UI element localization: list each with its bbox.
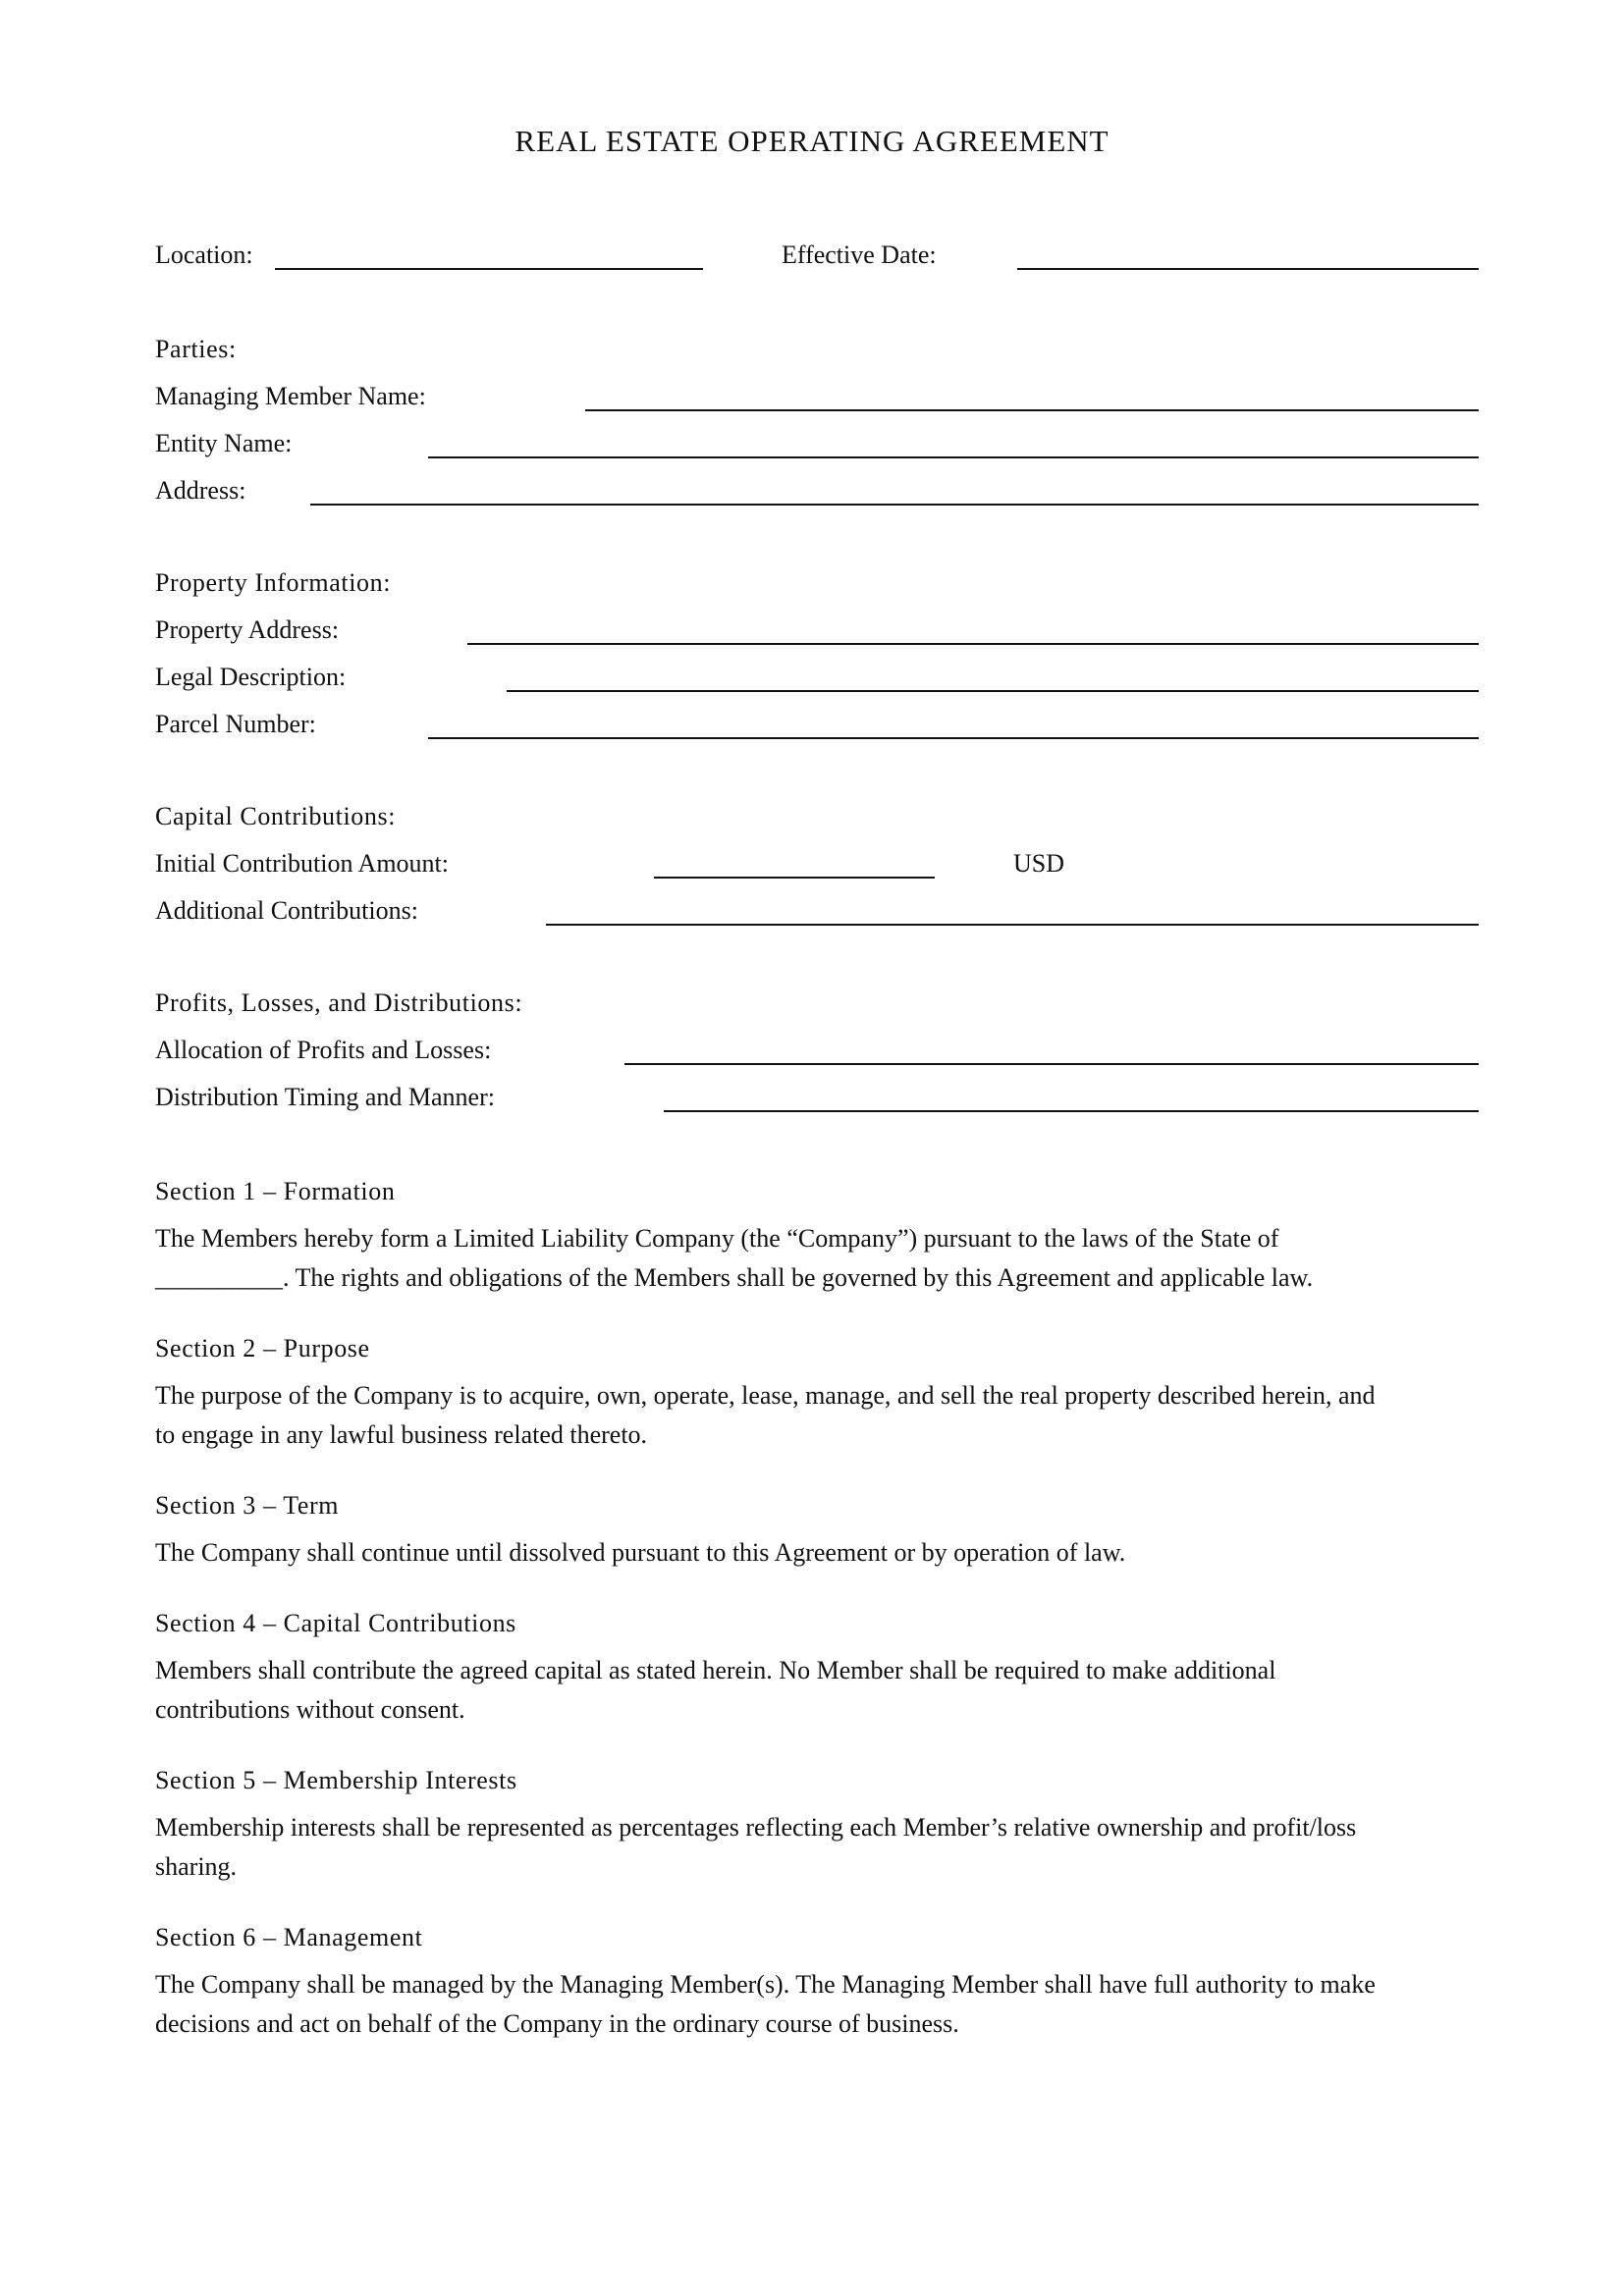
additional-contributions-row <box>155 891 1479 931</box>
legal-description-field[interactable] <box>507 690 1479 692</box>
distribution-timing-row <box>155 1078 1479 1117</box>
section-6-line-1: The Company shall be managed by the Managing Member(s). The Managing Member shall have full authority to make <box>155 1970 1376 1999</box>
property-heading: Property Information: <box>155 568 392 597</box>
address-label: Address: <box>155 476 246 505</box>
profits-heading: Profits, Losses, and Distributions: <box>155 988 523 1017</box>
section-3-heading: Section 3 – Term <box>155 1491 340 1520</box>
section-5-body <box>155 1808 1490 1887</box>
section-1-heading: Section 1 – Formation <box>155 1177 396 1205</box>
section-2-line-2: to engage in any lawful business related thereto. <box>155 1420 648 1449</box>
managing-member-row <box>155 377 1479 416</box>
section-4-body <box>155 1651 1490 1730</box>
entity-name-field[interactable] <box>428 456 1479 458</box>
allocation-row <box>155 1031 1479 1070</box>
parcel-number-label: Parcel Number: <box>155 710 316 738</box>
managing-member-field[interactable] <box>585 409 1479 411</box>
distribution-timing-field[interactable] <box>664 1110 1479 1112</box>
section-5-heading: Section 5 – Membership Interests <box>155 1766 517 1794</box>
effective-date-label: Effective Date: <box>782 240 937 269</box>
effective-date-field[interactable] <box>1017 268 1479 270</box>
managing-member-label: Managing Member Name: <box>155 382 426 410</box>
entity-name-row <box>155 424 1479 463</box>
location-label: Location: <box>155 240 253 269</box>
section-2-body <box>155 1376 1490 1455</box>
section-4-line-2: contributions without consent. <box>155 1695 465 1724</box>
currency-label: USD <box>1013 849 1065 878</box>
additional-contributions-field[interactable] <box>546 924 1479 926</box>
parcel-number-row <box>155 705 1479 744</box>
entity-name-label: Entity Name: <box>155 429 293 457</box>
initial-contribution-label: Initial Contribution Amount: <box>155 849 449 878</box>
address-row <box>155 471 1479 510</box>
parties-heading: Parties: <box>155 335 237 363</box>
address-field[interactable] <box>310 504 1479 506</box>
legal-description-row <box>155 658 1479 697</box>
section-1-line-1: The Members hereby form a Limited Liability Company (the “Company”) pursuant to the laws of the State of <box>155 1224 1279 1253</box>
legal-description-label: Legal Description: <box>155 663 347 691</box>
initial-contribution-row <box>155 844 1479 883</box>
section-6-heading: Section 6 – Management <box>155 1923 423 1951</box>
section-1-line-2: __________. The rights and obligations of the Members shall be governed by this Agreement and applicable law. <box>155 1263 1314 1292</box>
allocation-label: Allocation of Profits and Losses: <box>155 1036 492 1064</box>
section-4-line-1: Members shall contribute the agreed capital as stated herein. No Member shall be required to make additional <box>155 1656 1276 1684</box>
section-6-body <box>155 1965 1490 2044</box>
header-fields-row <box>155 236 1479 275</box>
section-3-body <box>155 1533 1490 1573</box>
distribution-timing-label: Distribution Timing and Manner: <box>155 1083 495 1111</box>
section-6-line-2: decisions and act on behalf of the Company in the ordinary course of business. <box>155 2009 959 2038</box>
section-1-body <box>155 1219 1490 1298</box>
location-field[interactable] <box>275 268 703 270</box>
section-2-heading: Section 2 – Purpose <box>155 1334 370 1362</box>
section-5-line-2: sharing. <box>155 1852 238 1881</box>
capital-heading: Capital Contributions: <box>155 802 397 830</box>
property-address-row <box>155 611 1479 650</box>
initial-contribution-field[interactable] <box>654 877 935 879</box>
property-address-field[interactable] <box>467 643 1479 645</box>
section-2-line-1: The purpose of the Company is to acquire, own, operate, lease, manage, and sell the real property described herein, and <box>155 1381 1376 1410</box>
additional-contributions-label: Additional Contributions: <box>155 896 418 925</box>
parcel-number-field[interactable] <box>428 737 1479 739</box>
property-address-label: Property Address: <box>155 615 340 644</box>
section-4-heading: Section 4 – Capital Contributions <box>155 1609 516 1637</box>
document-title: REAL ESTATE OPERATING AGREEMENT <box>514 124 1110 158</box>
allocation-field[interactable] <box>624 1063 1479 1065</box>
section-3-line-1: The Company shall continue until dissolved pursuant to this Agreement or by operation of law. <box>155 1538 1126 1567</box>
section-5-line-1: Membership interests shall be represented as percentages reflecting each Member’s relative ownership and profit/loss <box>155 1813 1357 1842</box>
